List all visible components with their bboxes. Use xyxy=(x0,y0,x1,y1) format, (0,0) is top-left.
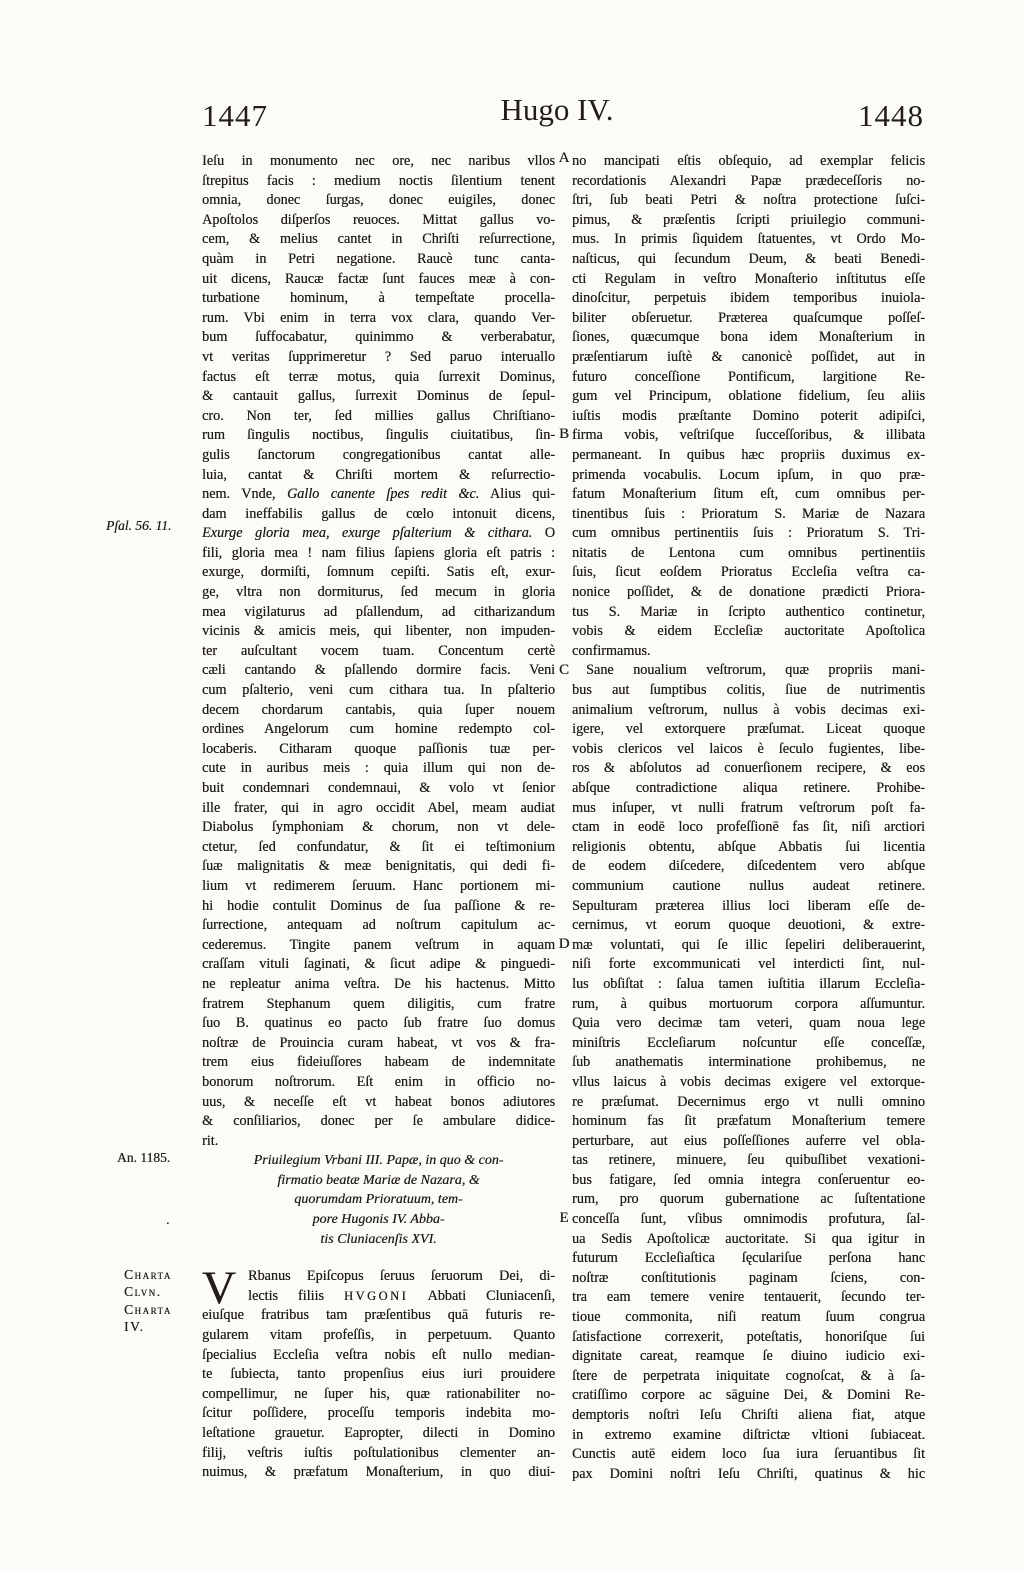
text-line: quorumdam Prioratuum, tem- xyxy=(294,1192,463,1208)
text-line: leſtatione grauetur. Eapropter, dilecti in Domino xyxy=(202,1425,555,1441)
text-line: igere, vel extorquere præſumat. Liceat quoque xyxy=(572,721,925,738)
text-line: eiuſque fratribus tam præſentibus quā futuris re- xyxy=(202,1307,555,1324)
right-column-text xyxy=(572,152,925,1484)
text-line: noſtræ conſtitutionis paginam ſciens, con- xyxy=(572,1269,925,1286)
text-line: religionis obtentu, abſque Abbatis ſui licentia xyxy=(572,838,925,855)
text-line: Diabolus ſymphoniam & chorum, non vt dele- xyxy=(202,819,555,836)
text-line: mea vigilaturus ad pſallendum, ad citharizandum xyxy=(202,603,555,620)
text-line: vllus laicus à vobis decimas exigere vel extorque- xyxy=(572,1073,925,1090)
text-line: nuimus, & præfatum Monaſterium, in quo diui- xyxy=(202,1464,555,1481)
text-line: Quia vero decimæ tam veteri, quam noua lege xyxy=(572,1015,925,1032)
text-line: nonice poſſidet, & de donatione prædicti Priora- xyxy=(572,584,925,601)
margin-note-year: An. 1185. xyxy=(117,1150,171,1165)
text-line: Priuilegium Vrbani III. Papæ, in quo & con- xyxy=(253,1153,504,1169)
text-line: quàm in Petri negatione. Raucè tunc canta- xyxy=(202,250,555,267)
gutter-letter-a: A xyxy=(558,150,570,166)
margin-stray-dot: . xyxy=(166,1212,170,1227)
text-line: cederemus. Tingite panem veſtrum in aquam xyxy=(202,936,555,953)
charter-paragraph xyxy=(202,1262,555,1483)
text-line: in extremo examine diſtrictæ vltioni ſubiaceat. xyxy=(572,1426,925,1443)
text-line: Sepulturam præterea illius loci liberam eſſe de- xyxy=(572,897,925,914)
text-line: ſpecialius Eccleſia veſtra nobis eſt nullo median- xyxy=(202,1346,555,1363)
text-line: mæ voluntati, qui ſe illic ſepeliri deliberauerint, xyxy=(572,936,925,953)
text-line: ros & abſolutos ad conuerſionem recipere, & eos xyxy=(572,760,925,777)
text-line: demptoris noſtri Ieſu Chriſti aliena fiat, atque xyxy=(572,1407,925,1423)
text-line: conceſſa ſunt, vſibus omnimodis profutura, ſal- xyxy=(572,1211,925,1228)
text-line: ter auſcultant vocem tuam. Concentum certè xyxy=(202,642,555,659)
text-line: Apoſtolos diſperſos reuoces. Mittat gallus vo- xyxy=(202,211,555,228)
text-line: naſticus, qui ſecundum Deum, & beati Benedi- xyxy=(572,250,925,267)
text-line: permaneant. In quibus hæc propriis duximus ex- xyxy=(572,446,925,463)
text-line: mus. In primis ſiquidem ſtatuentes, vt Ordo Mo- xyxy=(572,231,925,248)
text-line: ua Sedis Apoſtolicæ auctoritate. Si qua igitur in xyxy=(572,1230,925,1247)
text-line: lium vt redimerem ſeruum. Hanc portionem mi- xyxy=(202,877,555,894)
text-line: rit. xyxy=(202,1132,219,1149)
page-number-left: 1447 xyxy=(202,98,268,133)
text-line: cro. Non ter, ſed millies gallus Chriſtiano- xyxy=(202,407,555,424)
text-line: præſentiarum iuſtè & canonicè poſſidet, aut in xyxy=(572,348,925,365)
text-line: rum ſingulis noctibus, ſingulis ciuitatibus, ſin- xyxy=(202,427,555,444)
gutter-letter-b: B xyxy=(558,426,569,442)
text-line: uus, & neceſſe eſt vt habeat bonos adiutores xyxy=(202,1093,555,1110)
text-line: tis Cluniacenſis XVI. xyxy=(320,1231,437,1247)
text-line: vicinis & amicis meis, qui libenter, non impuden- xyxy=(202,623,555,640)
text-line: confirmamus. xyxy=(572,642,651,659)
text-line: cum pſalterio, veni cum cithara tua. In pſalterio xyxy=(202,682,555,699)
text-line: cem, & melius cantet in Chriſti reſurrectione, xyxy=(202,231,555,248)
left-text-column xyxy=(202,152,555,1483)
text-line: iuſtis modis præſtante Domino poterit adipiſci, xyxy=(572,407,925,424)
letterspaced-name: HVGONI xyxy=(343,1288,409,1303)
text-line: cum omnibus pertinentiis ſuis : Prioratum S. Tri- xyxy=(572,525,925,542)
gutter-letter-c: C xyxy=(558,662,569,678)
text-line: fatum Monaſterium ſitum eſt, cum omnibus per- xyxy=(572,486,925,503)
text-line: miniſtris Eccleſiarum noſcuntur eſſe conceſſæ, xyxy=(572,1034,925,1051)
text-line: trem eius fideiuſſores habeam de indemnitate xyxy=(202,1054,555,1071)
text-line: fratrem Stephanum quem diligitis, cum fratre xyxy=(202,995,555,1012)
text-line: ordines Angelorum cum homine redempto col- xyxy=(202,721,555,738)
charter-paragraph-text xyxy=(202,1262,555,1483)
text-line: gulis ſanctorum congregationibus cantat alle- xyxy=(202,446,555,463)
text-line: lus obſiſtat : ſalua tamen iuſtitia illarum Eccleſia- xyxy=(572,975,925,992)
text-line: ſuæ malignitatis & meæ benignitatis, qui dedi fi- xyxy=(202,858,555,875)
page-header-title: Hugo IV. xyxy=(500,92,614,127)
text-line: firma vobis, veſtriſque ſucceſſoribus, & illibata xyxy=(572,427,925,444)
text-line: rum, pro quorum gubernatione ac ſuſtentatione xyxy=(572,1191,925,1208)
gutter-letter-e: E xyxy=(559,1210,569,1226)
text-line: ſurrectione, antequam ad noſtrum capitulum ac- xyxy=(202,917,555,934)
margin-note-charta-line: IV. xyxy=(124,1319,145,1335)
text-line: vt veritas ſupprimeretur ? Sed paruo interuallo xyxy=(202,348,555,365)
text-line: dam ineffabilis gallus de cœlo intonuit dicens, xyxy=(202,505,555,522)
text-line: ſcitur poſſidere, proceſſu temporis indebita mo- xyxy=(202,1405,555,1422)
text-line: niſi forte excommunicati vel interdicti ſint, nul- xyxy=(572,956,925,973)
text-line: filij, veſtris iuſtis poſtulationibus clementer an- xyxy=(202,1444,555,1461)
text-line: abſque contradictione aliqua retinere. Prohibe- xyxy=(572,780,925,796)
text-line: nitatis de Lentona cum omnibus pertinentiis xyxy=(572,544,925,561)
right-text-column xyxy=(572,152,925,1484)
text-line: ſiones, quæcumque bona idem Monaſterium in xyxy=(572,329,925,346)
text-line: firmatio beatæ Mariæ de Nazara, & xyxy=(277,1172,480,1188)
text-line: ſuis, ſicut eoſdem Prioratus Eccleſia veſtra ca- xyxy=(572,564,925,581)
dropcap-initial: V xyxy=(202,1262,236,1315)
text-line: pore Hugonis IV. Abba- xyxy=(312,1212,445,1228)
text-line: locaberis. Citharam quoque paſſionis tuæ per- xyxy=(202,740,555,757)
text-line: mus inſuper, vt nulli fratrum veſtrorum poſt fa- xyxy=(572,799,925,816)
text-line: vobis & eidem Eccleſiæ auctoritate Apoſtolica xyxy=(572,623,925,640)
text-line: tra eam temere venire tentauerit, ſecundo ter- xyxy=(572,1289,925,1306)
text-line: turbatione hominum, à tempeſtate procella- xyxy=(202,290,555,307)
text-line: rum. Vbi enim in terra vox clara, quando Ver- xyxy=(202,309,555,326)
text-line: decem chordarum cantabis, quia ſuper nouem xyxy=(202,701,555,718)
text-line: compellimur, ne ſuper his, quæ rationabiliter no- xyxy=(202,1385,555,1402)
text-line: omnia, donec ſurgas, donec euigiles, donec xyxy=(202,192,555,209)
text-line: bum ſuffocabatur, quinimmo & verberabatur, xyxy=(202,329,555,346)
text-line: ſtere de perpetrata iniquitate cognoſcat, & à ſa- xyxy=(572,1367,925,1384)
text-line: & conſiliarios, donec per ſe ambulare didice- xyxy=(202,1113,555,1130)
text-line: tus S. Mariæ in ſcripto authentico continetur, xyxy=(572,603,925,620)
text-line: ge, vltra non dormiturus, ſed mecum in gloria xyxy=(202,584,555,601)
text-line: Cunctis autē eidem loco ſua iura ſeruantibus ſit xyxy=(572,1446,925,1463)
text-line: ctetur, ſed confundatur, & ſit ei teſtimonium xyxy=(202,838,555,855)
text-line: cti Regulam in veſtro Monaſterio inſtitutus eſſe xyxy=(572,270,925,287)
text-line: bonorum noſtrorum. Eſt enim in officio no- xyxy=(202,1073,555,1090)
text-line: exurge, dormiſti, ſomnum cepiſti. Satis eſt, exur- xyxy=(202,564,555,581)
text-line: hominum fas ſit præfatum Monaſterium temere xyxy=(572,1113,925,1130)
text-line: cratiſſimo corpore ac sāguine Dei, & Domini Re- xyxy=(572,1387,925,1404)
text-line: no mancipati eſtis obſequio, ad exemplar felicis xyxy=(572,153,925,169)
text-line: ſtrepitus facis : medium noctis ſilentium tenent xyxy=(202,172,555,189)
text-line: tinentibus ſuis : Prioratum S. Mariæ de Nazara xyxy=(572,505,925,522)
text-line: tas retinere, minuere, ſeu quibuſlibet vexationi- xyxy=(572,1152,925,1169)
text-line: communium cautione nullus audeat retinere. xyxy=(572,877,925,894)
text-line: ſtri, ſub beati Petri & noſtra protectione ſuſci- xyxy=(572,192,925,209)
text-line: primenda vocabulis. Locum ipſum, in quo præ- xyxy=(572,466,925,483)
text-line: biliter obſeruetur. Præterea quaſcumque poſſeſ- xyxy=(572,309,925,326)
text-line: ne repleatur anima veſtra. De his hactenus. Mitto xyxy=(202,975,555,992)
text-line: tioue commonita, niſi reatum ſuum congrua xyxy=(572,1309,925,1326)
text-line: futurum Eccleſiaſtica ſęculariſue perſona hanc xyxy=(572,1250,925,1267)
text-line: & cantauit gallus, ſurrexit Dominus de ſepul- xyxy=(202,388,555,405)
text-line: dinoſcitur, perpetuis ibidem temporibus inuiola- xyxy=(572,290,925,307)
text-line: vobis clericos vel laicos è ſeculo fugientes, libe- xyxy=(572,740,925,757)
text-line: Exurge gloria mea, exurge pſalterium & cithara. O xyxy=(202,525,556,542)
margin-note-charta xyxy=(124,1266,172,1336)
text-line: gum vel Principum, oblatione fidelium, ſeu aliis xyxy=(572,388,925,405)
text-line: bus aut ſumptibus colitis, ſiue de nutrimentis xyxy=(572,682,925,699)
text-line: uit dicens, Raucæ factæ ſunt fauces meæ à con- xyxy=(202,270,555,287)
text-line: Rbanus Epiſcopus ſeruus ſeruorum Dei, di- xyxy=(248,1268,555,1285)
text-line: ſuo B. quatinus eo pacto ſub fratre ſuo domus xyxy=(202,1015,555,1032)
page-number-right: 1448 xyxy=(858,98,924,133)
text-line: gularem vitam profeſſis, in perpetuum. Quanto xyxy=(202,1327,555,1344)
text-line: lectis filiis HVGONI Abbati Cluniacenſi, xyxy=(248,1287,555,1304)
text-line: Ieſu in monumento nec ore, nec naribus vllos xyxy=(202,153,555,169)
text-line: factus eſt terræ motus, quia ſurrexit Dominus, xyxy=(202,368,555,385)
text-line: re præſumat. Decernimus ergo vt nulli omnino xyxy=(572,1093,925,1110)
text-line: hi hodie contulit Dominus de ſua paſſione & re- xyxy=(202,897,555,914)
charter-heading xyxy=(202,1151,555,1249)
text-line: animalium veſtrorum, nullus à vobis decimas exi- xyxy=(572,701,925,718)
text-line: pax Domini noſtri Ieſu Chriſti, quatinus & hic xyxy=(572,1465,925,1482)
text-line: perturbare, aut eius poſſeſſiones auferre vel obla- xyxy=(572,1132,925,1149)
text-line: rum, à quibus mortuorum corpora aſſumuntur. xyxy=(572,995,925,1012)
text-line: de eodem diſcedere, diſcedentem vero abſque xyxy=(572,858,925,875)
text-line: ctam in eodē loco profeſſionē fas ſit, niſi arctiori xyxy=(572,819,925,836)
margin-note-charta-line: Clvn. xyxy=(124,1284,162,1300)
text-line: buit condemnari condemnaui, & volo vt ſenior xyxy=(202,780,555,796)
text-line: craſſam vituli ſaginati, & ſicut adipe & pinguedi- xyxy=(202,956,555,973)
text-line: Sane noualium veſtrorum, quæ propriis mani- xyxy=(586,662,925,679)
text-line: te ſubiecta, tanto propenſius eius iuri prouidere xyxy=(202,1366,555,1383)
text-line: fili, gloria mea ! nam filius ſapiens gloria eſt patris : xyxy=(202,544,555,561)
text-line: ſub anathematis interminatione prohibemus, ne xyxy=(572,1054,925,1071)
gutter-letter-d: D xyxy=(558,936,570,952)
text-line: dignitate careat, reamque ſe diuino iudicio exi- xyxy=(572,1348,925,1365)
text-line: cernimus, vt eorum quoque deuotioni, & extre- xyxy=(572,917,925,934)
text-line: nem. Vnde, Gallo canente ſpes redit &c. Alius qui- xyxy=(202,486,555,503)
margin-note-psalm-ref: Pſal. 56. 11. xyxy=(106,518,172,533)
margin-note-charta-line: Charta xyxy=(124,1301,172,1317)
text-line: cute in auribus meis : quia illum qui non de- xyxy=(202,760,555,777)
text-line: pimus, & præſentis ſcripti priuilegio communi- xyxy=(572,211,925,228)
text-line: bus fatigare, ſed omnia integra conſeruentur eo- xyxy=(572,1171,925,1188)
text-line: recordationis Alexandri Papæ prædeceſſoris no- xyxy=(572,172,925,189)
text-line: noſtræ de Prouincia curam habeat, vt vos & fra- xyxy=(202,1034,555,1051)
text-line: futuro conceſſione Pontificum, largitione Re- xyxy=(572,368,925,385)
margin-note-charta-line: Charta xyxy=(124,1267,172,1282)
left-column-continuation-text xyxy=(202,152,555,1151)
text-line: ſatisfactione correxerit, poteſtatis, honoriſque ſui xyxy=(572,1328,925,1345)
text-line: luia, cantat & Chriſti mortem & reſurrectio- xyxy=(202,466,555,483)
text-line: ille frater, qui in agro occidit Abel, meam audiat xyxy=(202,799,555,816)
text-line: cæli cantando & pſallendo dormire facis. Veni xyxy=(202,662,555,679)
